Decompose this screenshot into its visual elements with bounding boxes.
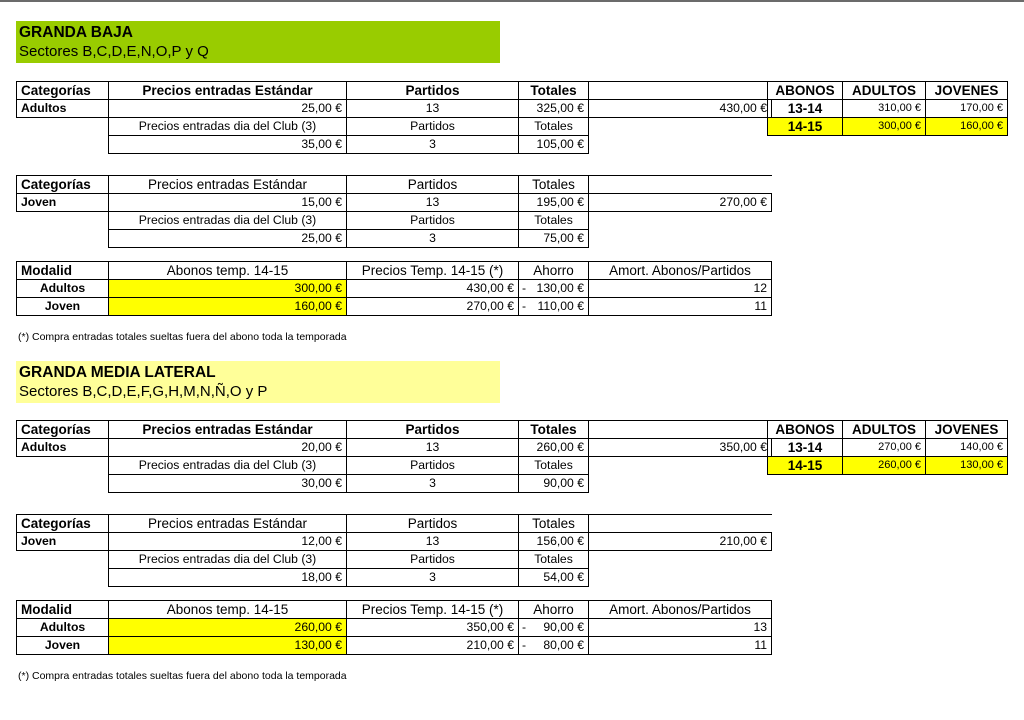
header-precios-estandar: Precios entradas Estándar bbox=[109, 82, 347, 100]
header-modalid: Modalid bbox=[17, 601, 109, 619]
header-totales: Totales bbox=[519, 118, 589, 136]
header-totales: Totales bbox=[519, 421, 589, 439]
modal-ahorro-cell bbox=[519, 619, 589, 637]
ahorro-sign: - bbox=[522, 281, 527, 295]
abono-adultos: 270,00 € bbox=[843, 439, 926, 457]
category-label: Adultos bbox=[17, 100, 109, 118]
empty-cell bbox=[589, 176, 772, 194]
modal-amort-value: 12 bbox=[589, 280, 772, 298]
header-precios-club: Precios entradas dia del Club (3) bbox=[109, 212, 347, 230]
header-partidos: Partidos bbox=[347, 457, 519, 475]
abono-jovenes: 160,00 € bbox=[926, 118, 1008, 136]
modal-precio-value: 270,00 € bbox=[347, 298, 519, 316]
header-adultos: ADULTOS bbox=[843, 421, 926, 439]
club-total: 90,00 € bbox=[519, 475, 589, 493]
season-label: 13-14 bbox=[768, 100, 843, 118]
season-label: 14-15 bbox=[768, 457, 843, 475]
modal-row-label: Adultos bbox=[17, 280, 109, 298]
modal-amort-value: 11 bbox=[589, 637, 772, 655]
modal-abono-value: 300,00 € bbox=[109, 280, 347, 298]
header-jovenes: JOVENES bbox=[926, 421, 1008, 439]
std-matches: 13 bbox=[347, 439, 519, 457]
club-price: 25,00 € bbox=[109, 230, 347, 248]
season-label: 13-14 bbox=[768, 439, 843, 457]
empty-cell bbox=[589, 551, 772, 569]
club-total: 75,00 € bbox=[519, 230, 589, 248]
grand-total: 270,00 € bbox=[589, 194, 772, 212]
std-price: 15,00 € bbox=[109, 194, 347, 212]
joven-price-table bbox=[16, 514, 772, 587]
modal-precio-value: 210,00 € bbox=[347, 637, 519, 655]
modal-abono-value: 260,00 € bbox=[109, 619, 347, 637]
std-price: 12,00 € bbox=[109, 533, 347, 551]
ahorro-value: 90,00 € bbox=[543, 620, 584, 634]
empty-cell bbox=[589, 212, 772, 230]
abono-adultos: 260,00 € bbox=[843, 457, 926, 475]
header-partidos: Partidos bbox=[347, 118, 519, 136]
header-precios-club: Precios entradas dia del Club (3) bbox=[109, 118, 347, 136]
header-totales: Totales bbox=[519, 212, 589, 230]
season-label: 14-15 bbox=[768, 118, 843, 136]
top-border-line bbox=[0, 0, 1024, 2]
modal-precio-value: 350,00 € bbox=[347, 619, 519, 637]
grand-total: 430,00 € bbox=[589, 100, 772, 118]
empty-cell bbox=[589, 82, 772, 100]
empty-cell bbox=[589, 569, 772, 587]
header-adultos: ADULTOS bbox=[843, 82, 926, 100]
header-modalid: Modalid bbox=[17, 262, 109, 280]
header-partidos: Partidos bbox=[347, 82, 519, 100]
footnote: (*) Compra entradas totales sueltas fuera del abono toda la temporada bbox=[18, 670, 347, 682]
modal-ahorro-cell bbox=[519, 280, 589, 298]
header-jovenes: JOVENES bbox=[926, 82, 1008, 100]
empty-cell bbox=[17, 230, 109, 248]
modal-ahorro-cell bbox=[519, 637, 589, 655]
abonos-table bbox=[767, 420, 1008, 475]
header-precios-estandar: Precios entradas Estándar bbox=[109, 176, 347, 194]
header-precios-club: Precios entradas dia del Club (3) bbox=[109, 551, 347, 569]
empty-cell bbox=[17, 136, 109, 154]
header-ahorro: Ahorro bbox=[519, 262, 589, 280]
std-price: 20,00 € bbox=[109, 439, 347, 457]
header-partidos: Partidos bbox=[347, 551, 519, 569]
std-matches: 13 bbox=[347, 100, 519, 118]
std-total: 325,00 € bbox=[519, 100, 589, 118]
empty-cell bbox=[17, 551, 109, 569]
header-categorias: Categorías bbox=[17, 176, 109, 194]
header-totales: Totales bbox=[519, 82, 589, 100]
header-precios-estandar: Precios entradas Estándar bbox=[109, 515, 347, 533]
ahorro-value: 110,00 € bbox=[537, 299, 584, 313]
ahorro-sign: - bbox=[522, 299, 527, 313]
header-partidos: Partidos bbox=[347, 212, 519, 230]
section-title: GRANDA MEDIA LATERAL bbox=[19, 364, 216, 381]
footnote: (*) Compra entradas totales sueltas fuera del abono toda la temporada bbox=[18, 331, 347, 343]
header-amort: Amort. Abonos/Partidos bbox=[589, 601, 772, 619]
empty-cell bbox=[17, 212, 109, 230]
empty-cell bbox=[17, 118, 109, 136]
adultos-price-table bbox=[16, 81, 772, 154]
header-categorias: Categorías bbox=[17, 421, 109, 439]
header-abonos-temp: Abonos temp. 14-15 bbox=[109, 601, 347, 619]
empty-cell bbox=[17, 569, 109, 587]
section-banner-granda-media-lateral bbox=[16, 361, 500, 403]
modalidad-table bbox=[16, 261, 772, 316]
header-categorias: Categorías bbox=[17, 82, 109, 100]
category-label: Joven bbox=[17, 533, 109, 551]
empty-cell bbox=[589, 475, 772, 493]
abono-jovenes: 140,00 € bbox=[926, 439, 1008, 457]
std-price: 25,00 € bbox=[109, 100, 347, 118]
header-totales: Totales bbox=[519, 515, 589, 533]
club-total: 105,00 € bbox=[519, 136, 589, 154]
section-sectors: Sectores B,C,D,E,N,O,P y Q bbox=[19, 43, 209, 60]
abono-jovenes: 130,00 € bbox=[926, 457, 1008, 475]
section-sectors: Sectores B,C,D,E,F,G,H,M,N,Ñ,O y P bbox=[19, 383, 268, 400]
modal-ahorro-cell bbox=[519, 298, 589, 316]
modal-amort-value: 13 bbox=[589, 619, 772, 637]
modal-amort-value: 11 bbox=[589, 298, 772, 316]
modal-precio-value: 430,00 € bbox=[347, 280, 519, 298]
ahorro-value: 130,00 € bbox=[536, 281, 584, 295]
abono-jovenes: 170,00 € bbox=[926, 100, 1008, 118]
header-precios-temp: Precios Temp. 14-15 (*) bbox=[347, 262, 519, 280]
section-banner-granda-baja bbox=[16, 21, 500, 63]
header-partidos: Partidos bbox=[347, 515, 519, 533]
club-price: 30,00 € bbox=[109, 475, 347, 493]
empty-cell bbox=[589, 118, 772, 136]
empty-cell bbox=[17, 475, 109, 493]
club-matches: 3 bbox=[347, 569, 519, 587]
empty-cell bbox=[17, 457, 109, 475]
empty-cell bbox=[589, 230, 772, 248]
header-abonos: ABONOS bbox=[768, 82, 843, 100]
joven-price-table bbox=[16, 175, 772, 248]
empty-cell bbox=[589, 515, 772, 533]
category-label: Joven bbox=[17, 194, 109, 212]
club-matches: 3 bbox=[347, 475, 519, 493]
adultos-price-table bbox=[16, 420, 772, 493]
header-ahorro: Ahorro bbox=[519, 601, 589, 619]
club-price: 18,00 € bbox=[109, 569, 347, 587]
club-total: 54,00 € bbox=[519, 569, 589, 587]
abonos-table bbox=[767, 81, 1008, 136]
header-partidos: Partidos bbox=[347, 176, 519, 194]
section-title: GRANDA BAJA bbox=[19, 24, 133, 41]
header-categorias: Categorías bbox=[17, 515, 109, 533]
club-matches: 3 bbox=[347, 136, 519, 154]
ahorro-sign: - bbox=[522, 620, 527, 634]
header-totales: Totales bbox=[519, 176, 589, 194]
modal-row-label: Joven bbox=[17, 298, 109, 316]
modal-abono-value: 130,00 € bbox=[109, 637, 347, 655]
modalidad-table bbox=[16, 600, 772, 655]
header-abonos: ABONOS bbox=[768, 421, 843, 439]
modal-row-label: Adultos bbox=[17, 619, 109, 637]
header-totales: Totales bbox=[519, 457, 589, 475]
std-total: 156,00 € bbox=[519, 533, 589, 551]
empty-cell bbox=[589, 421, 772, 439]
std-matches: 13 bbox=[347, 533, 519, 551]
header-totales: Totales bbox=[519, 551, 589, 569]
abono-adultos: 310,00 € bbox=[843, 100, 926, 118]
category-label: Adultos bbox=[17, 439, 109, 457]
club-matches: 3 bbox=[347, 230, 519, 248]
header-abonos-temp: Abonos temp. 14-15 bbox=[109, 262, 347, 280]
grand-total: 350,00 € bbox=[589, 439, 772, 457]
std-total: 260,00 € bbox=[519, 439, 589, 457]
modal-abono-value: 160,00 € bbox=[109, 298, 347, 316]
ahorro-value: 80,00 € bbox=[543, 638, 584, 652]
empty-cell bbox=[589, 457, 772, 475]
header-precios-club: Precios entradas dia del Club (3) bbox=[109, 457, 347, 475]
header-precios-temp: Precios Temp. 14-15 (*) bbox=[347, 601, 519, 619]
header-partidos: Partidos bbox=[347, 421, 519, 439]
std-matches: 13 bbox=[347, 194, 519, 212]
header-precios-estandar: Precios entradas Estándar bbox=[109, 421, 347, 439]
modal-row-label: Joven bbox=[17, 637, 109, 655]
header-amort: Amort. Abonos/Partidos bbox=[589, 262, 772, 280]
ahorro-sign: - bbox=[522, 638, 527, 652]
club-price: 35,00 € bbox=[109, 136, 347, 154]
std-total: 195,00 € bbox=[519, 194, 589, 212]
empty-cell bbox=[589, 136, 772, 154]
grand-total: 210,00 € bbox=[589, 533, 772, 551]
abono-adultos: 300,00 € bbox=[843, 118, 926, 136]
